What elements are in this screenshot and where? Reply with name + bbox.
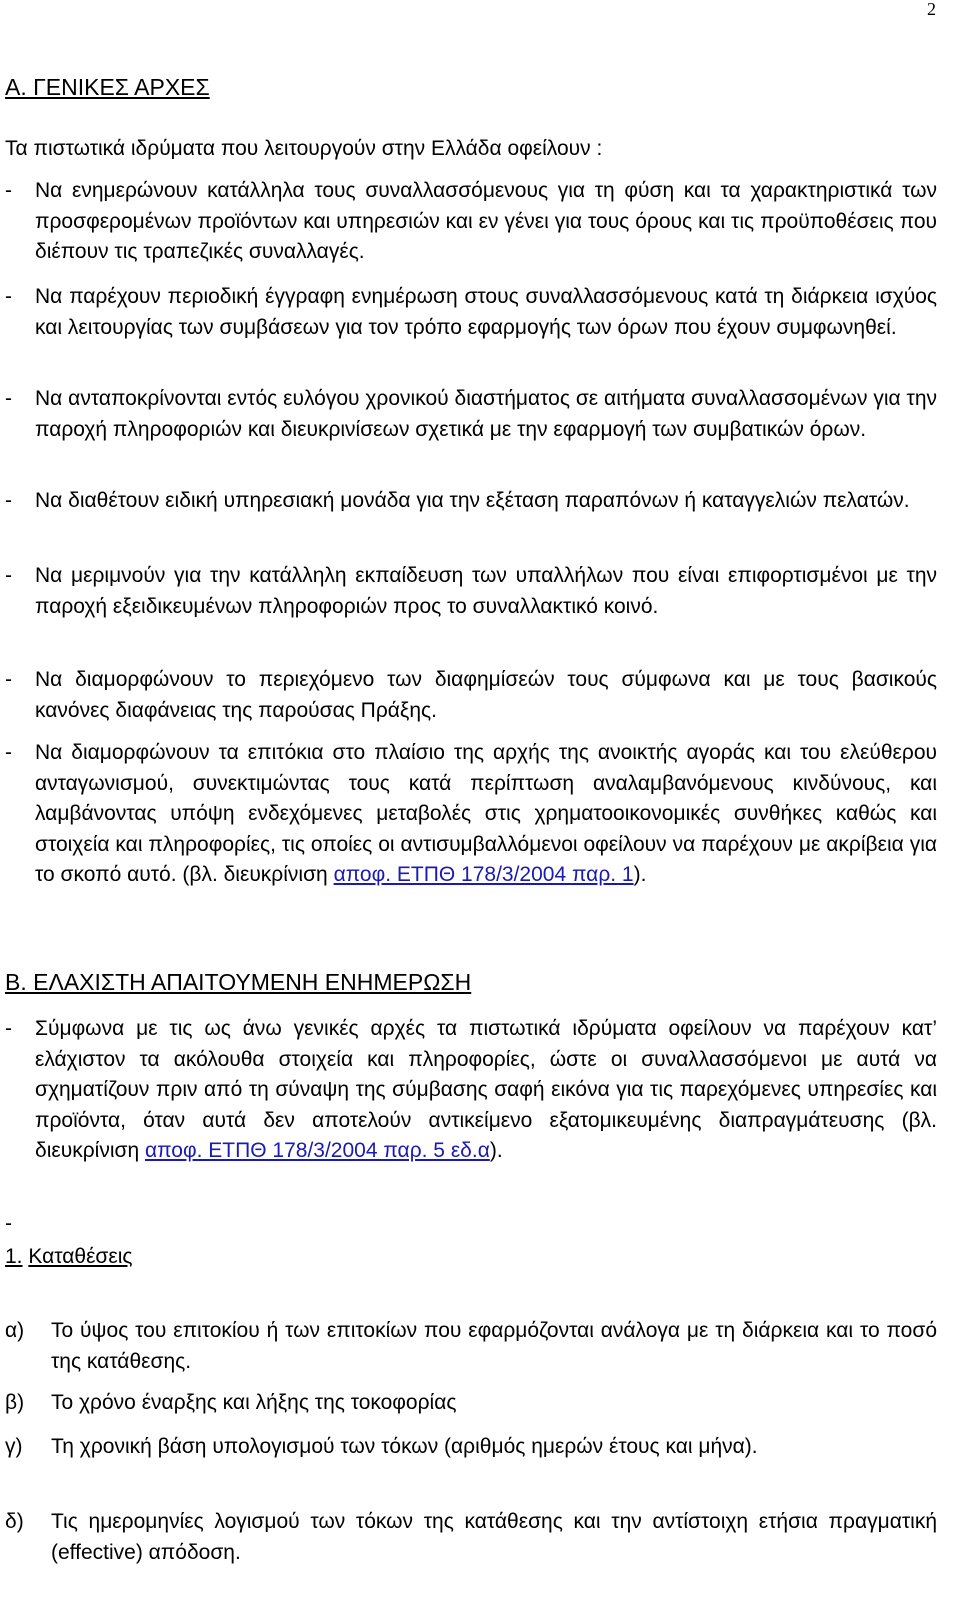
lettered-item-text: Το ύψος του επιτοκίου ή των επιτοκίων που εφαρμόζονται ανάλογα με τη διάρκεια και το ποσό της κατάθεσης.	[51, 1319, 937, 1373]
item-letter: α)	[5, 1319, 25, 1342]
item-text-end: ).	[633, 863, 647, 886]
section-b-heading: Β. ΕΛΑΧΙΣΤΗ ΑΠΑΙΤΟΥΜΕΝΗ ΕΝΗΜΕΡΩΣΗ	[5, 969, 472, 995]
list-item-text: Να παρέχουν περιοδική έγγραφη ενημέρωση στους συναλλασσόμενους κατά τη διάρκεια ισχύος και λειτουργίας των συμβάσεων για τον τρόπο εφαρμογής των όρων που έχουν συμφωνηθεί.	[35, 285, 937, 339]
list-dash: -	[5, 489, 12, 512]
list-item-text: Να διαμορφώνουν το περιεχόμενο των διαφημίσεών τους σύμφωνα και με τους βασικούς κανόνες διαφάνειας της παρούσας Πράξης.	[35, 668, 937, 722]
list-dash: -	[5, 1017, 12, 1040]
list-dash: -	[5, 564, 12, 587]
list-dash: -	[5, 179, 12, 202]
section-a-heading: Α. ΓΕΝΙΚΕΣ ΑΡΧΕΣ	[5, 74, 210, 100]
list-dash: -	[5, 668, 12, 691]
item-text-body: Σύμφωνα με τις ως άνω γενικές αρχές τα πιστωτικά ιδρύματα οφείλουν να παρέχουν κατ’ ελάχιστον τα ακόλουθα στοιχεία και πληροφορίες, ώστε οι συναλλασσόμενοι με αυτά να σχηματίζουν πριν από τη σύναψη της σύμβασης σαφή εικόνα για τις παρεχόμενες υπηρεσίες και προϊόντα, όταν αυτά δεν αποτελούν αντικείμενο εξατομικευμένης διαπραγμάτευσης (βλ. διευκρίνιση	[35, 1017, 937, 1162]
list-item-text: Να ανταποκρίνονται εντός ευλόγου χρονικού διαστήματος σε αιτήματα συναλλασσομένων για την παροχή πληροφοριών και διευκρινίσεων σχετικά με την εφαρμογή των συμβατικών όρων.	[35, 387, 937, 441]
reference-link[interactable]: αποφ. ΕΤΠΘ 178/3/2004 παρ. 5 εδ.α	[144, 1139, 490, 1162]
list-item	[5, 1014, 937, 1167]
lettered-item	[5, 1432, 937, 1463]
list-item	[5, 176, 937, 268]
list-dash: -	[5, 285, 12, 308]
lettered-item	[5, 1316, 937, 1377]
list-item-text	[35, 1014, 937, 1167]
item-letter: γ)	[5, 1435, 23, 1458]
lettered-item	[5, 1507, 937, 1568]
item-text-end: ).	[489, 1139, 503, 1162]
item-letter: δ)	[5, 1510, 24, 1533]
lettered-item-text: Τη χρονική βάση υπολογισμού των τόκων (αριθμός ημερών έτους και μήνα).	[51, 1435, 758, 1458]
lettered-item-text: Το χρόνο έναρξης και λήξης της τοκοφορίας	[51, 1391, 457, 1414]
list-item-text: Να διαθέτουν ειδική υπηρεσιακή μονάδα για την εξέταση παραπόνων ή καταγγελιών πελατών.	[35, 489, 910, 512]
list-item	[5, 561, 937, 622]
subsection-title: Καταθέσεις	[28, 1245, 133, 1268]
list-dash: -	[5, 387, 12, 410]
list-item-text	[35, 738, 937, 891]
section-a-intro: Τα πιστωτικά ιδρύματα που λειτουργούν στην Ελλάδα οφείλουν :	[5, 137, 603, 160]
list-item	[5, 738, 937, 891]
lettered-item	[5, 1388, 937, 1419]
item-text-body: Να διαμορφώνουν τα επιτόκια στο πλαίσιο της αρχής της ανοικτής αγοράς και του ελεύθερου ανταγωνισμού, συνεκτιμώντας τους κατά περίπτωση αναλαμβανόμενους κινδύνους, και λαμβάνοντας υπόψη ενδεχόμενες μεταβολές στις χρηματοοικονομικές συνθήκες καθώς και στοιχεία και πληροφορίες, τις οποίες οι αντισυμβαλλόμενοι οφείλουν να παρέχουν με ακρίβεια για το σκοπό αυτό. (βλ. διευκρίνιση	[35, 741, 937, 886]
list-item	[5, 282, 937, 343]
subsection-number: 1.	[5, 1245, 23, 1268]
page-number: 2	[927, 0, 936, 19]
list-dash: -	[5, 1212, 12, 1235]
list-item	[5, 665, 937, 726]
list-item-text: Να μεριμνούν για την κατάλληλη εκπαίδευση των υπαλλήλων που είναι επιφορτισμένοι με την παροχή εξειδικευμένων πληροφοριών προς το συναλλακτικό κοινό.	[35, 564, 937, 618]
list-item	[5, 384, 937, 445]
list-item-text: Να ενημερώνουν κατάλληλα τους συναλλασσόμενους για τη φύση και τα χαρακτηριστικά των προσφερομένων προϊόντων και υπηρεσιών και εν γένει για τους όρους και τις προϋποθέσεις που διέπουν τις τραπεζικές συναλλαγές.	[35, 179, 937, 263]
list-dash: -	[5, 741, 12, 764]
lettered-item-text: Τις ημερομηνίες λογισμού των τόκων της κατάθεσης και την αντίστοιχη ετήσια πραγματική (effective) απόδοση.	[51, 1510, 937, 1564]
item-letter: β)	[5, 1391, 25, 1414]
list-item	[5, 486, 937, 517]
subsection-heading	[5, 1243, 133, 1271]
reference-link[interactable]: αποφ. ΕΤΠΘ 178/3/2004 παρ. 1	[333, 863, 634, 886]
